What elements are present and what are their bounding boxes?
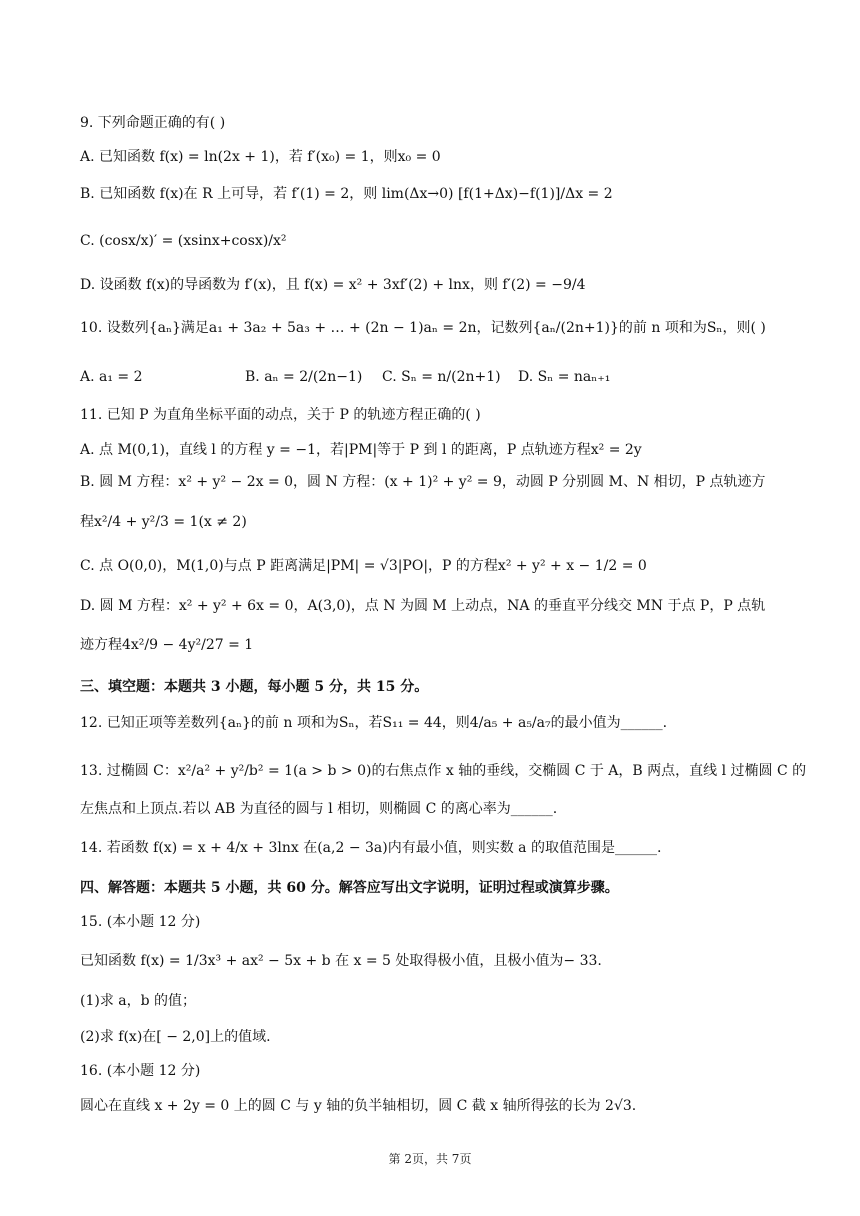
q11-option-b-line2: 程x²/4 + y²/3 = 1(x ≠ 2) bbox=[80, 514, 247, 530]
q9-option-a: A. 已知函数 f(x) = ln(2x + 1)，若 f′(x₀) = 1，则x₀ = 0 bbox=[80, 149, 441, 165]
q11-stem: 11. 已知 P 为直角坐标平面的动点，关于 P 的轨迹方程正确的( ) bbox=[80, 407, 481, 423]
section-3-heading: 三、填空题：本题共 3 小题，每小题 5 分，共 15 分。 bbox=[80, 679, 429, 695]
q10-stem: 10. 设数列{aₙ}满足a₁ + 3a₂ + 5a₃ + … + (2n − 1)aₙ = 2n，记数列{aₙ/(2n+1)}的前 n 项和为Sₙ，则( ) bbox=[80, 320, 766, 336]
q11-option-d-line2: 迹方程4x²/9 − 4y²/27 = 1 bbox=[80, 637, 254, 653]
q16-stem: 圆心在直线 x + 2y = 0 上的圆 C 与 y 轴的负半轴相切，圆 C 截 x 轴所得弦的长为 2√3. bbox=[80, 1098, 637, 1114]
q15-part2: (2)求 f(x)在[ − 2,0]上的值域. bbox=[80, 1029, 271, 1045]
q11-option-a: A. 点 M(0,1)，直线 l 的方程 y = −1，若|PM|等于 P 到 l 的距离，P 点轨迹方程x² = 2y bbox=[80, 442, 642, 458]
q10-option-d: D. Sₙ = naₙ₊₁ bbox=[518, 369, 611, 385]
q9-option-c: C. (cosx/x)′ = (xsinx+cosx)/x² bbox=[80, 233, 287, 249]
q10-option-a: A. a₁ = 2 bbox=[80, 369, 143, 385]
q12: 12. 已知正项等差数列{aₙ}的前 n 项和为Sₙ，若S₁₁ = 44，则4/a₅ + a₅/a₇的最小值为______. bbox=[80, 715, 668, 731]
section-4-heading: 四、解答题：本题共 5 小题，共 60 分。解答应写出文字说明，证明过程或演算步骤。 bbox=[80, 880, 619, 896]
q16-heading: 16. (本小题 12 分) bbox=[80, 1063, 201, 1079]
page-footer: 第 2页，共 7页 bbox=[388, 1152, 472, 1166]
q9-option-d: D. 设函数 f(x)的导函数为 f′(x)，且 f(x) = x² + 3xf′(2) + lnx，则 f′(2) = −9/4 bbox=[80, 277, 586, 293]
q10-option-c: C. Sₙ = n/(2n+1) bbox=[382, 369, 501, 385]
q14: 14. 若函数 f(x) = x + 4/x + 3lnx 在(a,2 − 3a)内有最小值，则实数 a 的取值范围是______. bbox=[80, 840, 662, 856]
q11-option-d-line1: D. 圆 M 方程：x² + y² + 6x = 0，A(3,0)，点 N 为圆 M 上动点，NA 的垂直平分线交 MN 于点 P，P 点轨 bbox=[80, 598, 766, 614]
q11-option-c: C. 点 O(0,0)，M(1,0)与点 P 距离满足|PM| = √3|PO|，P 的方程x² + y² + x − 1/2 = 0 bbox=[80, 558, 647, 574]
q13-line2: 左焦点和上顶点.若以 AB 为直径的圆与 l 相切，则椭圆 C 的离心率为______. bbox=[80, 801, 558, 817]
q15-part1: (1)求 a，b 的值； bbox=[80, 993, 197, 1009]
q10-option-b: B. aₙ = 2/(2n−1) bbox=[245, 369, 363, 385]
q13-line1: 13. 过椭圆 C：x²/a² + y²/b² = 1(a > b > 0)的右焦点作 x 轴的垂线，交椭圆 C 于 A，B 两点，直线 l 过椭圆 C 的 bbox=[80, 763, 807, 779]
q15-heading: 15. (本小题 12 分) bbox=[80, 914, 201, 930]
q9-option-b: B. 已知函数 f(x)在 R 上可导，若 f′(1) = 2，则 lim(Δx→0) [f(1+Δx)−f(1)]/Δx = 2 bbox=[80, 186, 613, 202]
q9-stem: 9. 下列命题正确的有( ) bbox=[80, 115, 226, 131]
q15-stem: 已知函数 f(x) = 1/3x³ + ax² − 5x + b 在 x = 5 处取得极小值，且极小值为− 33. bbox=[80, 953, 602, 969]
q11-option-b-line1: B. 圆 M 方程：x² + y² − 2x = 0，圆 N 方程：(x + 1)² + y² = 9，动圆 P 分别圆 M、N 相切，P 点轨迹方 bbox=[80, 474, 766, 490]
